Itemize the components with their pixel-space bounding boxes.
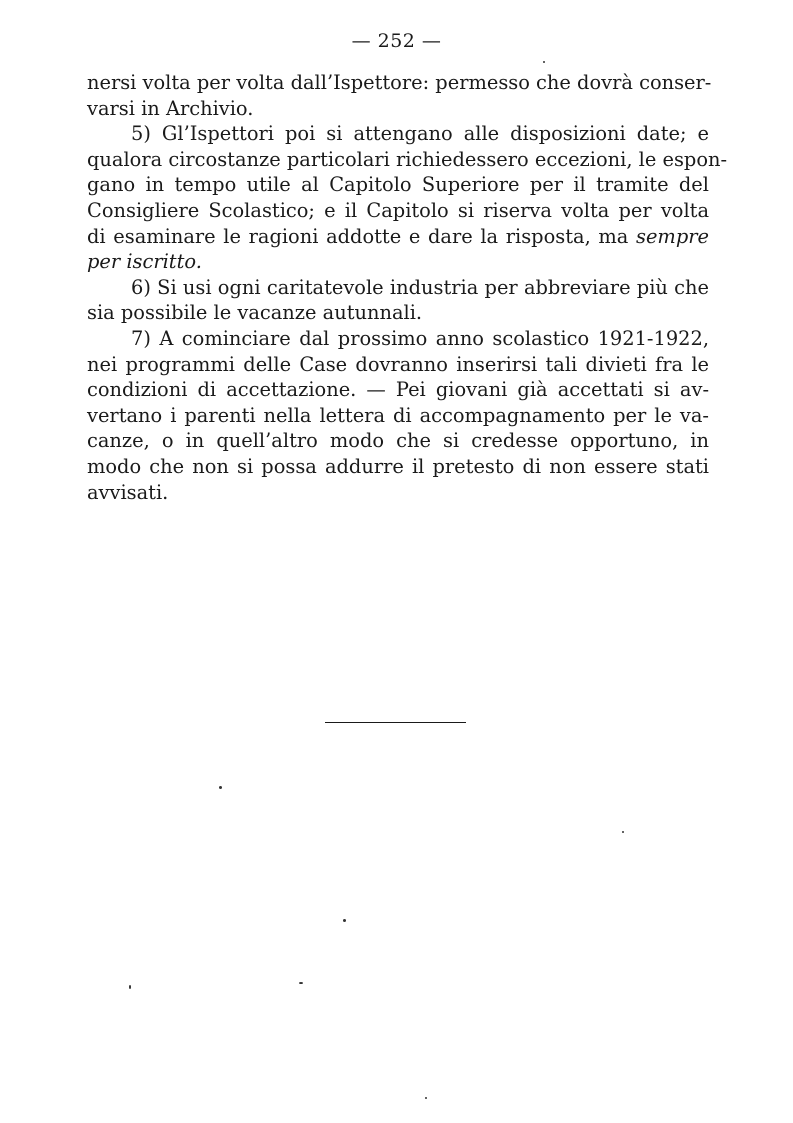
scan-speck — [343, 919, 346, 922]
scan-speck — [425, 1097, 427, 1099]
emphasis-text: sempre — [636, 224, 709, 248]
text-line: condizioni di accettazione. — Pei giovani già accettati si av- — [87, 378, 709, 402]
text-line: 7) A cominciare dal prossimo anno scolastico 1921-1922, — [131, 326, 709, 350]
text-line: vertano i parenti nella lettera di accompagnamento per le va- — [87, 403, 709, 427]
paragraph-continuation — [87, 70, 712, 121]
paragraph-item-7 — [87, 326, 709, 505]
text-line: Consigliere Scolastico; e il Capitolo si riserva volta per volta — [87, 198, 709, 222]
page-number: — 252 — — [351, 30, 442, 52]
text-line: varsi in Archivio. — [87, 96, 254, 120]
text-line: nei programmi delle Case dovranno inserirsi tali divieti fra le — [87, 352, 709, 376]
text-line: avvisati. — [87, 480, 169, 504]
text-line: 5) Gl’Ispettori poi si attengano alle disposizioni date; e — [131, 122, 709, 146]
text-segment: di esaminare le ragioni addotte e dare la risposta, ma — [87, 224, 629, 248]
text-line: gano in tempo utile al Capitolo Superiore per il tramite del — [87, 173, 709, 197]
text-line: modo che non si possa addurre il pretesto di non essere stati — [87, 454, 709, 478]
text-line: canze, o in quell’altro modo che si credesse opportuno, in — [87, 429, 709, 453]
paragraph-item-5 — [87, 121, 728, 275]
text-line: sia possibile le vacanze autunnali. — [87, 301, 423, 325]
scan-speck — [129, 985, 131, 989]
scan-speck — [219, 786, 222, 789]
text-line: 6) Si usi ogni caritatevole industria per abbreviare più che — [131, 275, 709, 299]
text-line: nersi volta per volta dall’Ispettore: permesso che dovrà conser- — [87, 71, 712, 94]
scan-speck — [299, 982, 303, 984]
emphasis-line: per iscritto. — [87, 250, 202, 274]
scan-speck — [622, 831, 624, 833]
text-line-with-emphasis — [87, 224, 709, 250]
body-text — [87, 70, 728, 505]
paragraph-item-6 — [87, 275, 709, 326]
scan-speck — [543, 61, 545, 63]
text-line: qualora circostanze particolari richiedessero eccezioni, le espon- — [87, 147, 728, 171]
section-divider-rule — [325, 722, 466, 723]
